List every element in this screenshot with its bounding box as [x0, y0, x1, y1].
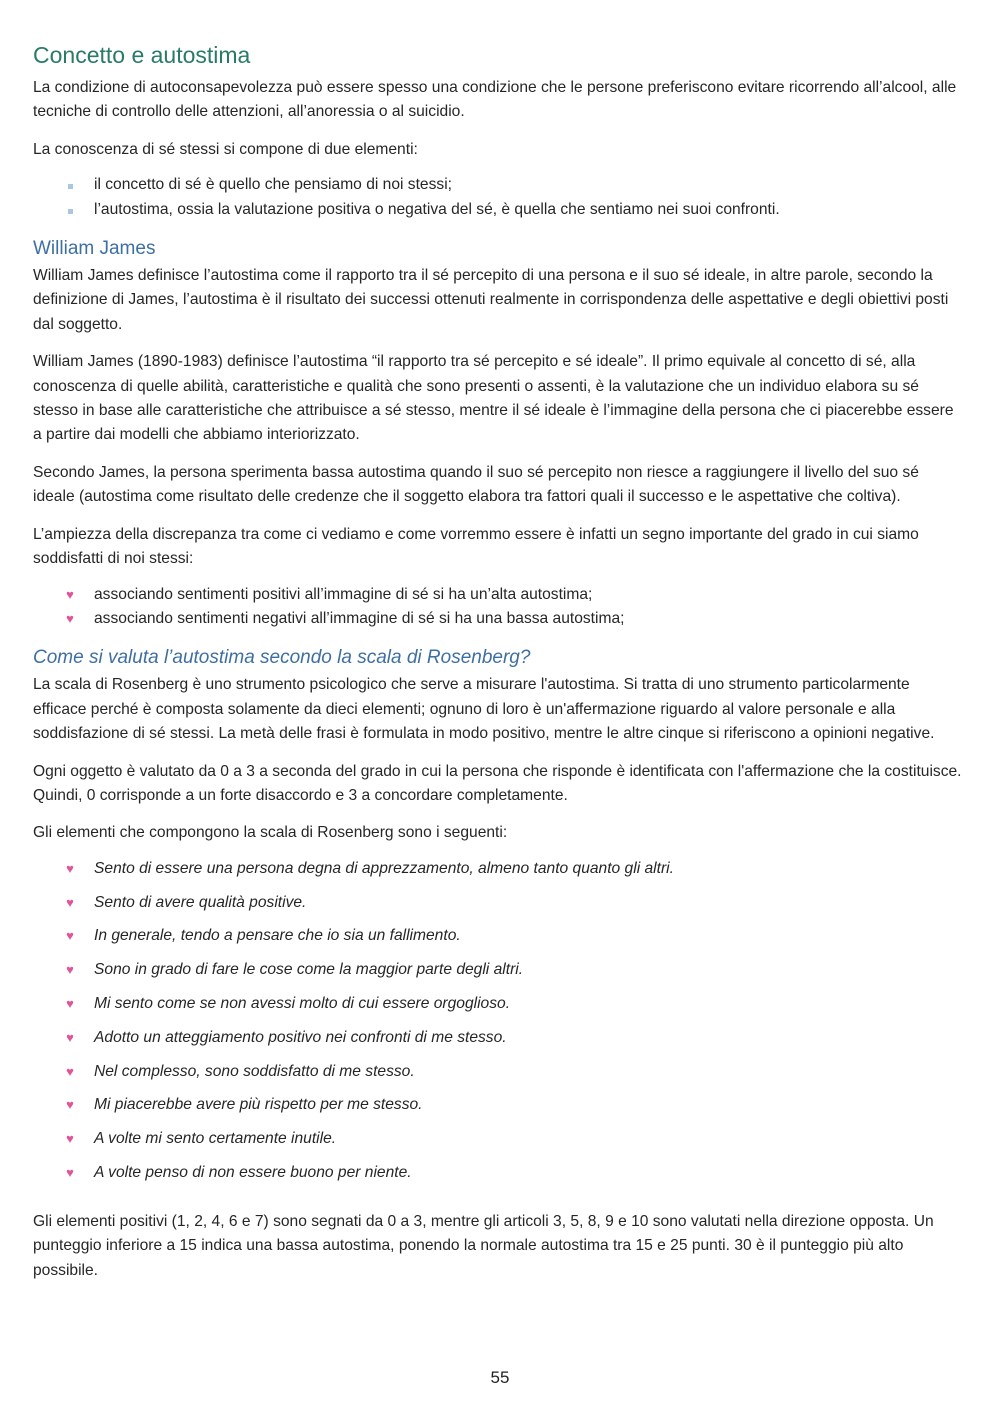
paragraph: La scala di Rosenberg è uno strumento psicologico che serve a misurare l'autostima. Si tratta di uno strumento particolarmente efficace perché è composta solamente da dieci elementi; ognuno di loro è un'affermazione riguardo al valore personale e alla soddisfazione di sé stessi. La metà delle frasi è formulata in modo positivo, mentre le altre cinque si riferiscono a opinioni negative.: [33, 676, 935, 743]
square-bullet-icon: [63, 198, 77, 222]
heart-bullet-icon: ♥: [66, 1097, 74, 1113]
heart-bullet-icon: ♥: [66, 586, 74, 602]
list-item: ♥ associando sentimenti positivi all’immagine di sé si ha un’alta autostima;: [33, 583, 963, 607]
heart-bullet-list: [33, 583, 963, 632]
paragraph: L’ampiezza della discrepanza tra come ci vediamo e come vorremmo essere è infatti un segno importante del grado in cui siamo soddisfatti di noi stessi:: [33, 525, 919, 568]
list-item: ♥ Sento di avere qualità positive.: [33, 886, 963, 920]
paragraph: Secondo James, la persona sperimenta bassa autostima quando il suo sé percepito non riesce a raggiungere il livello del suo sé ideale (autostima come risultato delle credenze che il soggetto elabora tra fattori quali il successo e le aspettative che coltiva).: [33, 463, 919, 506]
heart-bullet-icon: ♥: [66, 1029, 74, 1045]
heart-bullet-icon: ♥: [66, 928, 74, 944]
heart-bullet-icon: ♥: [66, 1164, 74, 1180]
list-item: il concetto di sé è quello che pensiamo di noi stessi;: [33, 173, 963, 197]
list-item: ♥ Sono in grado di fare le cose come la maggior parte degli altri.: [33, 953, 963, 987]
section-title-concetto: Concetto e autostima: [33, 42, 251, 68]
heart-bullet-icon: ♥: [66, 1131, 74, 1147]
square-bullet-list: [33, 173, 963, 222]
section-title-william-james: William James: [33, 238, 156, 260]
list-item: ♥ Mi sento come se non avessi molto di cui essere orgoglioso.: [33, 987, 963, 1021]
heart-bullet-icon: ♥: [66, 610, 74, 626]
list-item: ♥ A volte penso di non essere buono per niente.: [33, 1156, 963, 1190]
paragraph: La condizione di autoconsapevolezza può essere spesso una condizione che le persone preferiscono evitare ricorrendo all’alcool, alle tecniche di controllo delle attenzioni, all’anoressia o al suicidio.: [33, 79, 957, 121]
list-item: l’autostima, ossia la valutazione positiva o negativa del sé, è quella che sentiamo nei suoi confronti.: [33, 198, 963, 222]
list-item: ♥ Sento di essere una persona degna di apprezzamento, almeno tanto quanto gli altri.: [33, 852, 963, 886]
paragraph: Ogni oggetto è valutato da 0 a 3 a seconda del grado in cui la persona che risponde è identificata con l'affermazione che la costituisce. Quindi, 0 corrisponde a un forte disaccordo e 3 a concordare completamente.: [33, 762, 962, 804]
paragraph: William James definisce l’autostima come il rapporto tra il sé percepito di una persona e il suo sé ideale, in altre parole, secondo la definizione di James, l’autostima è il risultato dei successi ottenuti realmente in corrispondenza delle aspettative e degli obiettivi posti dal soggetto.: [33, 267, 949, 333]
paragraph: William James (1890-1983) definisce l’autostima “il rapporto tra sé percepito e sé ideale”. Il primo equivale al concetto di sé, alla conoscenza di quelle abilità, caratteristiche e qualità che sono presenti o assenti, è la valutazione che un individuo elabora su sé stesso in base alle caratteristiche che attribuisce a sé stesso, mentre il sé ideale è l’immagine della persona che ci piacerebbe essere a partire dai modelli che abbiamo interiorizzato.: [33, 353, 954, 444]
heart-bullet-icon: ♥: [66, 995, 74, 1011]
list-item: ♥ Nel complesso, sono soddisfatto di me stesso.: [33, 1055, 963, 1089]
list-item: ♥ A volte mi sento certamente inutile.: [33, 1122, 963, 1156]
list-item: ♥ Adotto un atteggiamento positivo nei confronti di me stesso.: [33, 1021, 963, 1055]
list-item: ♥ Mi piacerebbe avere più rispetto per me stesso.: [33, 1088, 963, 1122]
paragraph: La conoscenza di sé stessi si compone di due elementi:: [33, 140, 418, 158]
page-number: 55: [490, 1368, 510, 1387]
heart-bullet-icon: ♥: [66, 1063, 74, 1079]
heart-bullet-icon: ♥: [66, 860, 74, 876]
section-title-rosenberg: Come si valuta l’autostima secondo la scala di Rosenberg?: [33, 647, 531, 669]
paragraph: Gli elementi che compongono la scala di Rosenberg sono i seguenti:: [33, 824, 508, 842]
list-item: ♥ associando sentimenti negativi all’immagine di sé si ha una bassa autostima;: [33, 607, 963, 631]
list-item: ♥ In generale, tendo a pensare che io sia un fallimento.: [33, 919, 963, 953]
rosenberg-items-list: [33, 852, 963, 1190]
paragraph: Gli elementi positivi (1, 2, 4, 6 e 7) sono segnati da 0 a 3, mentre gli articoli 3, 5, 8, 9 e 10 sono valutati nella direzione opposta. Un punteggio inferiore a 15 indica una bassa autostima, ponendo la normale autostima tra 15 e 25 punti. 30 è il punteggio più alto possibile.: [33, 1212, 934, 1279]
document-page: [33, 40, 963, 1283]
square-bullet-icon: [63, 173, 77, 197]
heart-bullet-icon: ♥: [66, 894, 74, 910]
heart-bullet-icon: ♥: [66, 962, 74, 978]
